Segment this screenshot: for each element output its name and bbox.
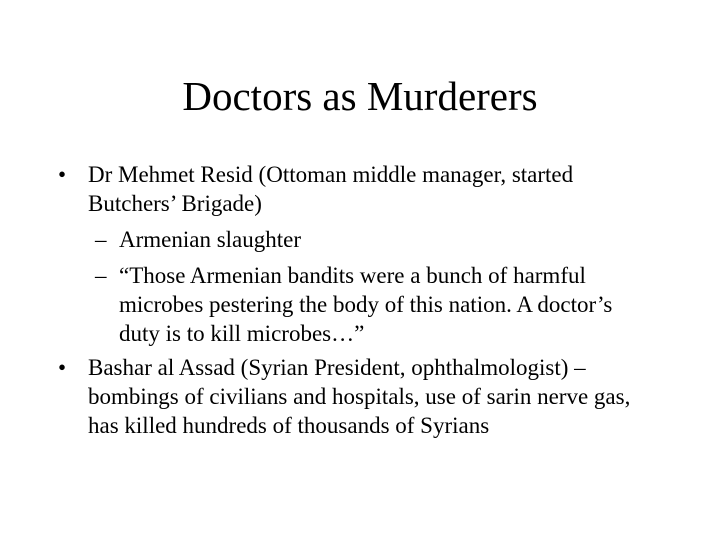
sub-bullet-marker: – bbox=[95, 263, 107, 288]
bullet-marker: • bbox=[58, 162, 67, 187]
sub-bullet-text-line: “Those Armenian bandits were a bunch of harmful bbox=[119, 263, 586, 288]
sub-bullet-marker: – bbox=[95, 227, 107, 252]
bullet-text-line: Bashar al Assad (Syrian President, ophthalmologist) – bbox=[88, 355, 586, 380]
sub-bullet-text-line: duty is to kill microbes…” bbox=[119, 321, 365, 346]
bullet-marker: • bbox=[58, 355, 67, 380]
slide-title: Doctors as Murderers bbox=[182, 73, 538, 119]
bullet-text-line: has killed hundreds of thousands of Syrians bbox=[88, 413, 490, 438]
bullet-text-line: Dr Mehmet Resid (Ottoman middle manager, started bbox=[88, 162, 574, 187]
sub-bullet-text-line: Armenian slaughter bbox=[119, 227, 302, 252]
bullet-text-line: Butchers’ Brigade) bbox=[88, 191, 262, 216]
sub-bullet-text-line: microbes pestering the body of this nation. A doctor’s bbox=[119, 292, 613, 317]
bullet-text-line: bombings of civilians and hospitals, use of sarin nerve gas, bbox=[88, 384, 631, 409]
